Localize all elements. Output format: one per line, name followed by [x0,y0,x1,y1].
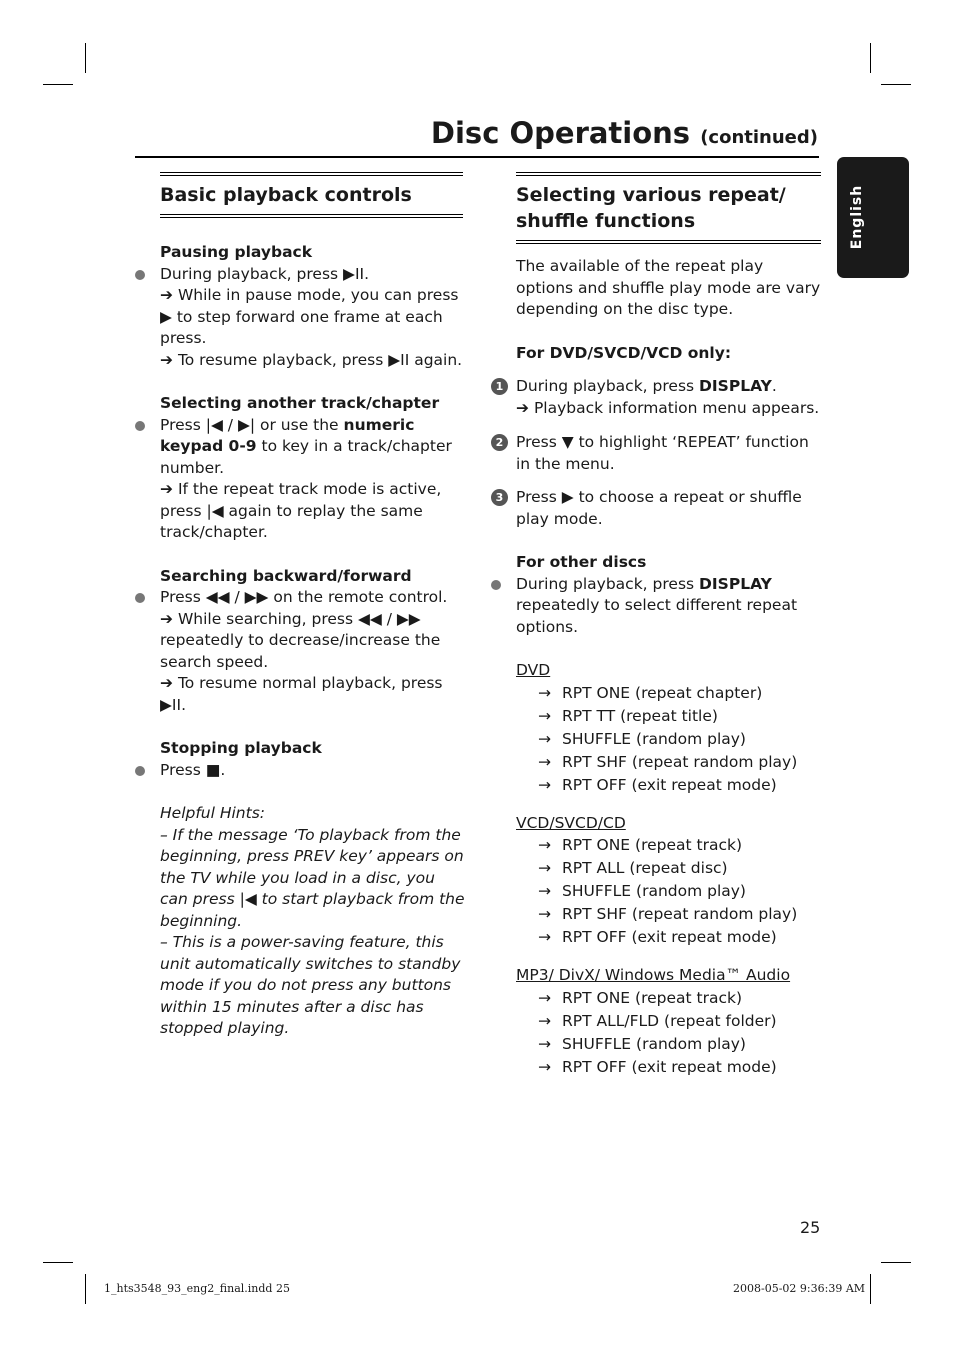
result-line [160,285,465,350]
mode-text: RPT ALL (repeat disc) [562,859,728,877]
item-text: During playback, press [516,574,700,593]
item-text: to key in a track/chapter number. [160,437,452,477]
arrow-icon: → [538,859,551,877]
item-text: While searching, press ◀◀ / ▶▶ repeatedly to decrease/increase the search speed. [160,609,441,671]
item-text: Playback information menu appears. [533,398,820,417]
hint-text: – If the message ‘To playback from the beginning, press PREV key’ appears on the TV while you load in a disc, you can press |◀ to start playback from the beginning. [160,825,465,930]
arrow-icon: → [538,752,551,771]
footer-timestamp: 2008-05-02 9:36:39 AM [733,1282,866,1295]
item-text: . [771,377,777,395]
item-text: repeatedly to select different repeat options. [516,596,798,636]
list-item [160,587,465,609]
arrow-icon: → [538,1034,551,1053]
item-text: If the repeat track mode is active, press |◀ again to replay the same track/chapter. [160,480,442,541]
mode-text: SHUFFLE (random play) [562,729,746,748]
arrow-icon: → [538,928,551,946]
hints-title: Helpful Hints: [160,804,266,822]
bullet-icon [135,421,145,431]
item-bold: numeric keypad 0-9 [160,415,415,455]
subhead-dvd-only: For DVD/SVCD/VCD only: [516,343,732,362]
mode-text: RPT SHF (repeat random play) [562,752,798,771]
mode-list-mp3 [516,987,821,1079]
page-number: 25 [800,1218,821,1237]
item-text: Press |◀ / ▶| or use the [160,415,344,434]
list-item [538,682,821,705]
item-bold: DISPLAY [699,574,772,593]
list-item [538,834,821,857]
step-item [495,376,821,398]
left-column [160,172,465,1040]
list-item [516,574,821,639]
step-item [495,432,821,475]
item-text: Press ▶ to choose a repeat or shuffle play mode. [516,488,802,528]
section-title [516,182,821,234]
result-line [160,673,465,716]
arrow-icon: ➔ [160,609,173,628]
item-text: To resume normal playback, press ▶II. [160,674,443,714]
list-item [538,857,821,880]
bullet-icon [491,580,501,590]
arrow-icon: → [538,988,551,1007]
crop-mark [85,1274,86,1304]
list-item [538,705,821,728]
arrow-icon: → [538,905,551,923]
subhead-other-discs: For other discs [516,553,647,571]
mode-text: RPT ONE (repeat chapter) [562,683,763,702]
step-number: 2 [491,434,508,451]
crop-mark [870,1274,871,1304]
arrow-icon: → [538,775,551,794]
mode-text: SHUFFLE (random play) [562,1034,746,1053]
mode-text: RPT SHF (repeat random play) [562,905,798,923]
section-title: Basic playback controls [160,184,412,206]
list-item [538,751,821,774]
list-item [160,415,465,480]
list-item [538,1033,821,1056]
crop-mark [870,43,871,73]
arrow-icon: ➔ [516,398,529,417]
helpful-hints [160,803,465,1040]
bullet-icon [135,766,145,776]
crop-mark [43,1262,73,1263]
item-text: While in pause mode, you can press ▶ to step forward one frame at each press. [160,286,459,347]
list-item [538,987,821,1010]
arrow-icon: → [538,1011,551,1030]
intro-text: The available of the repeat play options and shuffle play mode are vary depending on the disc type. [516,257,821,318]
list-item [538,1010,821,1033]
section-heading-basic-playback [160,172,463,218]
mode-list-vcd [516,834,821,949]
mode-list-dvd [516,682,821,797]
right-column [495,172,821,1079]
crop-mark [85,43,86,73]
bullet-icon [135,593,145,603]
language-tab [837,157,909,278]
step-number: 3 [491,489,508,506]
arrow-icon: → [538,729,551,748]
item-bold: DISPLAY [699,377,772,395]
item-text: Press ■. [160,760,226,779]
subhead-stopping: Stopping playback [160,739,322,757]
mode-group-mp3: MP3/ DivX/ Windows Media™ Audio [516,966,791,984]
title-rule [135,156,819,158]
arrow-icon: → [538,1057,551,1076]
mode-text: RPT TT (repeat title) [562,706,718,725]
arrow-icon: → [538,706,551,725]
arrow-icon: → [538,836,551,854]
crop-mark [881,1262,911,1263]
result-line [160,479,465,544]
page-title [431,116,818,151]
arrow-icon: ➔ [160,674,173,692]
section-title-line: shuffle functions [516,210,696,232]
page-title-text: Disc Operations [430,116,691,150]
mode-text: RPT OFF (exit repeat mode) [562,1057,777,1076]
step-item [495,487,821,530]
list-item [538,728,821,751]
step-number: 1 [491,378,508,395]
item-text: Press ◀◀ / ▶▶ on the remote control. [160,588,448,606]
mode-text: RPT ALL/FLD (repeat folder) [562,1011,777,1030]
mode-group-dvd: DVD [516,661,551,679]
subhead-selecting: Selecting another track/chapter [160,394,440,412]
mode-text: RPT OFF (exit repeat mode) [562,775,777,794]
item-text: During playback, press [516,377,700,395]
subhead-searching: Searching backward/forward [160,566,412,585]
mode-text: RPT ONE (repeat track) [562,836,743,854]
crop-mark [43,84,73,85]
list-item [160,264,465,286]
arrow-icon: ➔ [160,480,173,498]
arrow-icon: ➔ [160,350,173,369]
bullet-icon [135,270,145,280]
section-heading-repeat-shuffle [516,172,821,244]
language-tab-label: English [849,184,865,250]
hint-text: – This is a power-saving feature, this unit automatically switches to standby mode if you do not press any buttons within 15 minutes after a disc has stopped playing. [160,933,461,1037]
result-line [160,350,465,372]
arrow-icon: → [538,882,551,900]
crop-mark [881,84,911,85]
item-text: During playback, press ▶II. [160,264,370,283]
result-line [516,398,821,420]
list-item [538,903,821,926]
subhead-pausing: Pausing playback [160,243,313,261]
page-title-suffix: (continued) [700,127,818,148]
arrow-icon: ➔ [160,286,173,304]
mode-text: SHUFFLE (random play) [562,882,746,900]
list-item [160,760,465,782]
list-item [538,880,821,903]
mode-group-vcd: VCD/SVCD/CD [516,813,626,832]
mode-text: RPT ONE (repeat track) [562,988,743,1007]
list-item [538,926,821,949]
list-item [538,774,821,797]
arrow-icon: → [538,683,551,702]
item-text: To resume playback, press ▶II again. [177,350,463,369]
section-title-line: Selecting various repeat/ [516,184,786,206]
footer-filename: 1_hts3548_93_eng2_final.indd 25 [104,1282,290,1295]
mode-text: RPT OFF (exit repeat mode) [562,928,777,946]
item-text: Press ▼ to highlight ‘REPEAT’ function in the menu. [516,433,809,473]
result-line [160,609,465,674]
list-item [538,1056,821,1079]
